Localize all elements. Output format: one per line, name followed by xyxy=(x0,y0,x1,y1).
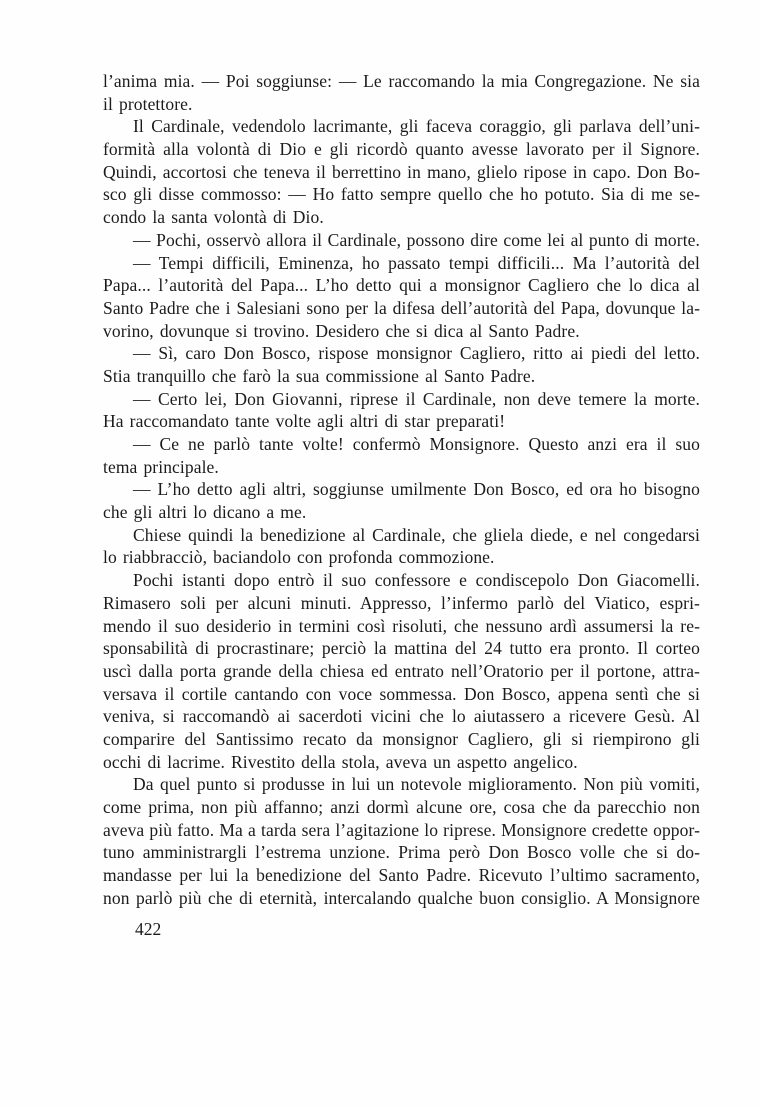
text-line: Santo Padre che i Salesiani sono per la difesa dell’autorità del Papa, dovunque la- xyxy=(103,297,700,318)
text-line: — Sì, caro Don Bosco, rispose monsignor Cagliero, ritto ai piedi del letto. xyxy=(133,343,700,364)
text-line: formità alla volontà di Dio e gli ricordò quanto avesse lavorato per il Signore. xyxy=(103,139,700,160)
text-line: come prima, non più affanno; anzi dormì alcune ore, cosa che da parecchio non xyxy=(103,797,700,817)
text-line: non parlò più che di eternità, intercalando qualche buon consiglio. A Monsignore xyxy=(103,887,700,908)
text-line: vorino, dovunque si trovino. Desidero che si dica al Santo Padre. xyxy=(103,320,580,341)
text-line: Pochi istanti dopo entrò il suo confessore e condiscepolo Don Giacomelli. xyxy=(133,570,700,591)
text-line: sponsabilità di procrastinare; perciò la mattina del 24 tutto era pronto. Il corteo xyxy=(103,638,700,659)
text-line: mendo il suo desiderio in termini così risoluti, che nessuno ardì assumersi la re- xyxy=(103,615,700,636)
text-line: veniva, si raccomandò ai sacerdoti vicini che lo aiutassero a ricevere Gesù. Al xyxy=(103,706,700,727)
text-line: — Ce ne parlò tante volte! confermò Monsignore. Questo anzi era il suo xyxy=(133,434,700,454)
text-line: occhi di lacrime. Rivestito della stola, aveva un aspetto angelico. xyxy=(103,751,578,772)
text-line: tuno amministrargli l’estrema unzione. Prima però Don Bosco volle che si do- xyxy=(103,842,700,863)
text-line: Papa... l’autorità del Papa... L’ho detto qui a monsignor Cagliero che lo dica al xyxy=(103,275,700,296)
text-line: il protettore. xyxy=(103,93,193,114)
text-line: condo la santa volontà di Dio. xyxy=(103,207,324,228)
text-line: — Tempi difficili, Eminenza, ho passato tempi difficili... Ma l’autorità del xyxy=(133,252,700,273)
text-line: — Certo lei, Don Giovanni, riprese il Cardinale, non deve temere la morte. xyxy=(133,388,700,409)
text-line: Ha raccomandato tante volte agli altri di star preparati! xyxy=(103,411,506,432)
text-line: mandasse per lui la benedizione del Santo Padre. Ricevuto l’ultimo sacramento, xyxy=(103,865,700,886)
text-line: che gli altri lo dicano a me. xyxy=(103,502,307,523)
text-line: — L’ho detto agli altri, soggiunse umilmente Don Bosco, ed ora ho bisogno xyxy=(133,479,700,500)
text-line: Quindi, accortosi che teneva il berrettino in mano, glielo ripose in capo. Don Bo- xyxy=(103,161,700,182)
text-line: Stia tranquillo che farò la sua commissione al Santo Padre. xyxy=(103,365,536,386)
text-line: Rimasero soli per alcuni minuti. Appresso, l’infermo parlò del Viatico, espri- xyxy=(103,592,700,613)
text-block xyxy=(103,70,700,909)
text-line: l’anima mia. — Poi soggiunse: — Le raccomando la mia Congregazione. Ne sia xyxy=(103,71,700,91)
text-line: tema principale. xyxy=(103,456,219,477)
text-line: Chiese quindi la benedizione al Cardinale, che gliela diede, e nel congedarsi xyxy=(133,524,700,545)
text-line: Da quel punto si produsse in lui un notevole miglioramento. Non più vomiti, xyxy=(133,774,700,795)
text-line: uscì dalla porta grande della chiesa ed entrato nell’Oratorio per il portone, attra- xyxy=(103,660,700,681)
text-line: — Pochi, osservò allora il Cardinale, possono dire come lei al punto di morte. xyxy=(133,229,700,250)
text-line: lo riabbracciò, baciandolo con profonda commozione. xyxy=(103,547,495,568)
text-line: Il Cardinale, vedendolo lacrimante, gli faceva coraggio, gli parlava dell’uni- xyxy=(133,116,700,137)
text-line: versava il cortile cantando con voce sommessa. Don Bosco, appena sentì che si xyxy=(103,683,700,704)
text-line: aveva più fatto. Ma a tarda sera l’agitazione lo riprese. Monsignore credette oppor- xyxy=(103,819,700,840)
text-line: comparire del Santissimo recato da monsignor Cagliero, gli si riempirono gli xyxy=(103,728,700,749)
page-number: 422 xyxy=(135,919,162,939)
text-line: sco gli disse commosso: — Ho fatto sempre quello che ho potuto. Sia di me se- xyxy=(103,184,700,205)
